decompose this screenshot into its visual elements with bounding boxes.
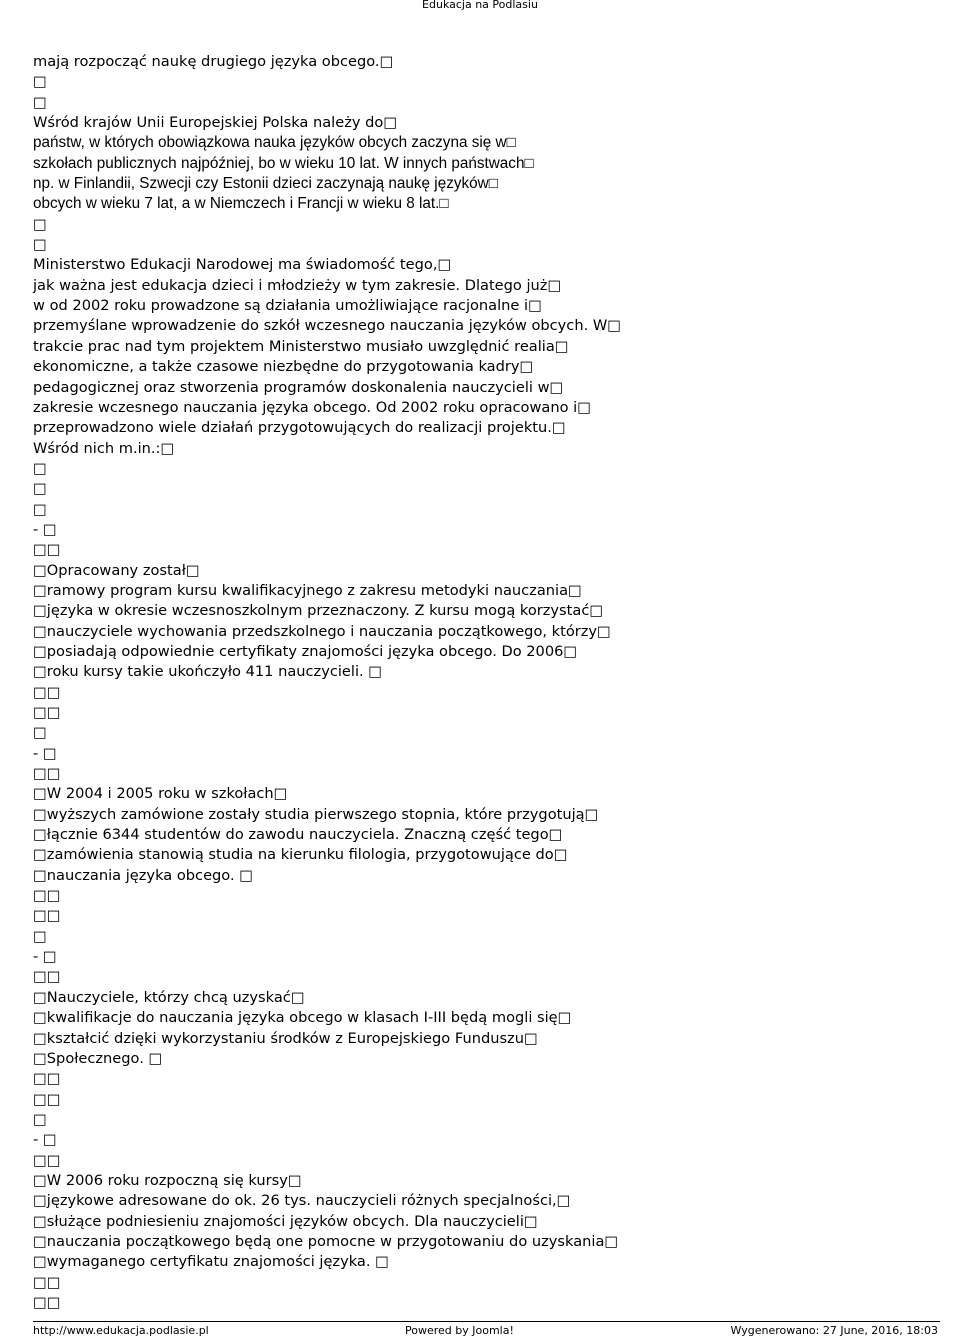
text-line: □W 2004 i 2005 roku w szkołach□ xyxy=(33,785,288,803)
article-body xyxy=(33,52,940,1313)
list-dash: - □ xyxy=(33,1131,57,1149)
footer-generated-timestamp: Wygenerowano: 27 June, 2016, 18:03 xyxy=(730,1324,938,1337)
text-line: □językowe adresowane do ok. 26 tys. nauczycieli różnych specjalności,□ xyxy=(33,1192,571,1210)
text-line: □ xyxy=(33,93,47,111)
text-line: □nauczania początkowego będą one pomocne w przygotowaniu do uzyskania□ xyxy=(33,1232,619,1250)
text-line: □roku kursy takie ukończyło 411 nauczycieli. □ xyxy=(33,663,383,681)
text-line: □□ xyxy=(33,704,61,721)
text-line: Wśród nich m.in.:□ xyxy=(33,439,175,457)
text-line: Ministerstwo Edukacji Narodowej ma świadomość tego,□ xyxy=(33,256,452,274)
text-line: przeprowadzono wiele działań przygotowujących do realizacji projektu.□ xyxy=(33,419,566,437)
list-dash: - □ xyxy=(33,948,57,966)
text-line: □łącznie 6344 studentów do zawodu nauczyciela. Znaczną część tego□ xyxy=(33,826,563,844)
footer-url-link[interactable]: http://www.edukacja.podlasie.pl xyxy=(33,1324,209,1337)
text-line: □□ xyxy=(33,887,61,905)
text-line: np. w Finlandii, Szwecji czy Estonii dzieci zaczynają naukę języków□ xyxy=(33,175,498,193)
text-line: □□ xyxy=(33,1070,61,1088)
text-line: □ xyxy=(33,500,47,518)
text-line: ekonomiczne, a także czasowe niezbędne do przygotowania kadry□ xyxy=(33,358,534,376)
text-line: □ xyxy=(33,459,47,477)
text-line: □nauczania języka obcego. □ xyxy=(33,866,254,884)
text-line: □ xyxy=(33,1110,47,1128)
page-footer xyxy=(0,1324,960,1338)
text-line: jak ważna jest edukacja dzieci i młodzieży w tym zakresie. Dlatego już□ xyxy=(33,276,562,294)
text-line: w od 2002 roku prowadzone są działania umożliwiające racjonalne i□ xyxy=(33,297,542,315)
text-line: □ramowy program kursu kwalifikacyjnego z zakresu metodyki nauczania□ xyxy=(33,581,582,599)
text-line: □kwalifikacje do nauczania języka obcego w klasach I-III będą mogli się□ xyxy=(33,1009,572,1027)
text-line: □ xyxy=(33,215,47,233)
text-line: państw, w których obowiązkowa nauka języków obcych zaczyna się w□ xyxy=(33,134,516,152)
text-line: □kształcić dzięki wykorzystaniu środków z Europejskiego Funduszu□ xyxy=(33,1029,538,1047)
text-line: trakcie prac nad tym projektem Ministerstwo musiało uwzględnić realia□ xyxy=(33,337,569,355)
list-dash: - □ xyxy=(33,744,57,762)
text-line: □ xyxy=(33,236,47,254)
text-line: □□ xyxy=(33,968,61,986)
text-line: zakresie wczesnego nauczania języka obcego. Od 2002 roku opracowano i□ xyxy=(33,398,592,416)
text-line: □□ xyxy=(33,541,61,559)
text-line: □ xyxy=(33,927,47,945)
text-line: □□ xyxy=(33,1293,61,1311)
text-line: □służące podniesieniu znajomości języków obcych. Dla nauczycieli□ xyxy=(33,1212,538,1230)
text-line: □□ xyxy=(33,907,61,925)
text-line: □ xyxy=(33,724,47,742)
text-line: □Nauczyciele, którzy chcą uzyskać□ xyxy=(33,988,305,1006)
text-line: □Społecznego. □ xyxy=(33,1049,163,1067)
text-line: □zamówienia stanowią studia na kierunku filologia, przygotowujące do□ xyxy=(33,846,568,864)
text-line: □□ xyxy=(33,1273,61,1291)
text-line: pedagogicznej oraz stworzenia programów doskonalenia nauczycieli w□ xyxy=(33,378,564,396)
list-dash: - □ xyxy=(33,520,57,538)
text-line: mają rozpocząć naukę drugiego języka obcego.□ xyxy=(33,53,394,70)
text-line: □wymaganego certyfikatu znajomości języka. □ xyxy=(33,1253,389,1271)
text-line: □□ xyxy=(33,683,61,701)
text-line: Wśród krajów Unii Europejskiej Polska należy do□ xyxy=(33,114,398,132)
text-line: □□ xyxy=(33,765,61,783)
text-line: □języka w okresie wczesnoszkolnym przeznaczony. Z kursu mogą korzystać□ xyxy=(33,602,604,620)
text-line: szkołach publicznych najpóźniej, bo w wieku 10 lat. W innych państwach□ xyxy=(33,154,534,172)
text-line: □□ xyxy=(33,1090,61,1108)
text-line: □posiadają odpowiednie certyfikaty znajomości języka obcego. Do 2006□ xyxy=(33,642,578,660)
text-line: przemyślane wprowadzenie do szkół wczesnego nauczania języków obcych. W□ xyxy=(33,317,622,335)
footer-powered-by: Powered by Joomla! xyxy=(405,1324,514,1337)
text-line: □ xyxy=(33,480,47,498)
text-line: obcych w wieku 7 lat, a w Niemczech i Francji w wieku 8 lat.□ xyxy=(33,195,449,213)
text-line: □□ xyxy=(33,1151,61,1169)
text-line: □W 2006 roku rozpoczną się kursy□ xyxy=(33,1171,302,1189)
text-line: □Opracowany został□ xyxy=(33,561,200,579)
text-line: □ xyxy=(33,73,47,91)
page-header-title: Edukacja na Podlasiu xyxy=(422,0,538,11)
text-line: □wyższych zamówione zostały studia pierwszego stopnia, które przygotują□ xyxy=(33,805,599,823)
footer-divider xyxy=(33,1321,940,1322)
text-line: □nauczyciele wychowania przedszkolnego i nauczania początkowego, którzy□ xyxy=(33,622,611,640)
